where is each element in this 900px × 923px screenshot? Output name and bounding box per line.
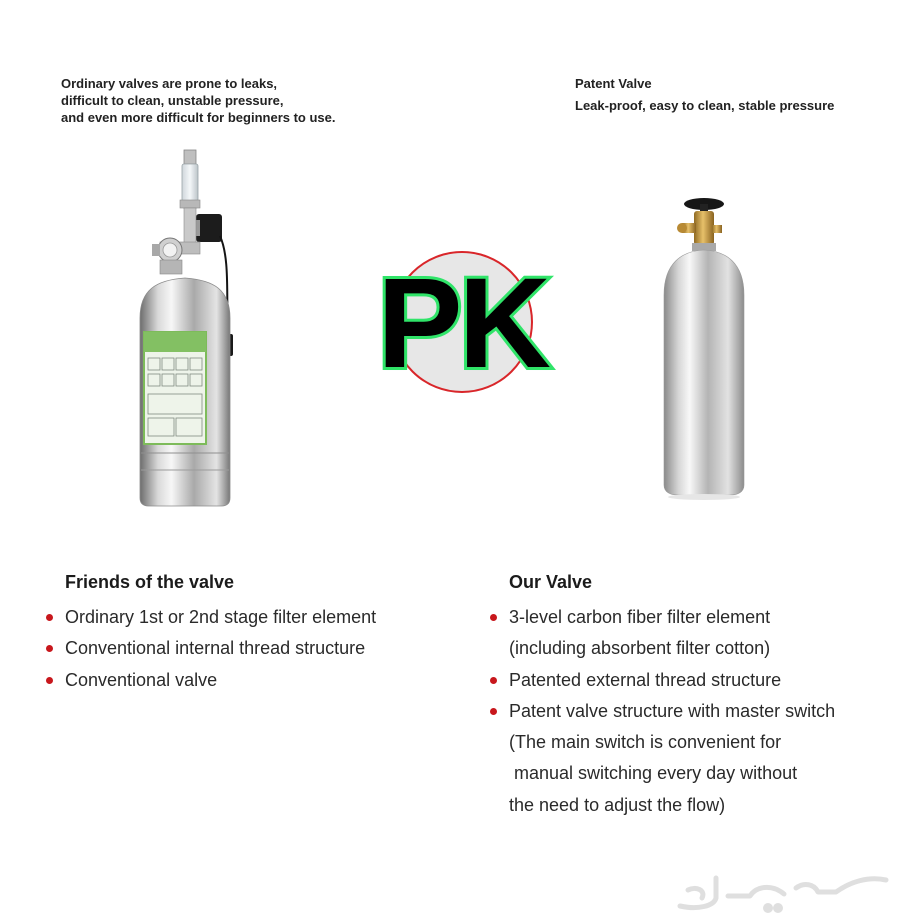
list-item-text: manual switching every day without xyxy=(509,763,798,784)
list-item-text: (The main switch is convenient for xyxy=(509,732,782,753)
pk-text: PK xyxy=(377,252,547,395)
list-item-text: Conventional valve xyxy=(65,669,218,690)
bullet-icon xyxy=(46,677,53,684)
our-valve-column xyxy=(490,571,890,821)
list-item-text: Conventional internal thread structure xyxy=(65,638,366,659)
our-valve-list-item xyxy=(490,696,890,821)
list-item-text: (including absorbent filter cotton) xyxy=(509,638,771,659)
steel-co2-cylinder-with-regulator-icon xyxy=(130,148,240,510)
list-item-text: 3-level carbon fiber filter element xyxy=(509,607,771,627)
watermark-logo-icon xyxy=(668,868,894,918)
competitor-list-item xyxy=(46,665,446,696)
left-caption-line: difficult to clean, unstable pressure, xyxy=(61,93,284,108)
competitor-list xyxy=(46,602,446,696)
list-item-text: Patented external thread structure xyxy=(509,669,782,690)
competitor-column xyxy=(46,571,446,696)
list-item-text: Patent valve structure with master switch xyxy=(509,700,836,721)
left-caption-line: and even more difficult for beginners to use. xyxy=(61,110,336,125)
bullet-icon xyxy=(46,614,53,621)
our-valve-list xyxy=(490,602,890,821)
bullet-icon xyxy=(46,645,53,652)
left-caption xyxy=(61,75,381,126)
left-caption-line: Ordinary valves are prone to leaks, xyxy=(61,76,278,91)
competitor-list-item xyxy=(46,633,446,664)
aluminum-cylinder-with-brass-valve-icon xyxy=(656,195,752,500)
our-valve-heading: Our Valve xyxy=(509,572,593,592)
right-caption-subtitle: Leak-proof, easy to clean, stable pressure xyxy=(575,98,835,113)
right-caption xyxy=(575,75,875,114)
competitor-list-item xyxy=(46,602,446,633)
list-item-text: Ordinary 1st or 2nd stage filter element xyxy=(65,607,377,627)
pk-badge xyxy=(366,250,558,398)
competitor-heading: Friends of the valve xyxy=(65,572,235,592)
our-valve-list-item xyxy=(490,602,890,665)
list-item-text: the need to adjust the flow) xyxy=(509,794,726,815)
bullet-icon xyxy=(490,677,497,684)
right-caption-title: Patent Valve xyxy=(575,76,652,91)
our-valve-list-item xyxy=(490,665,890,696)
bullet-icon xyxy=(490,708,497,715)
bullet-icon xyxy=(490,614,497,621)
